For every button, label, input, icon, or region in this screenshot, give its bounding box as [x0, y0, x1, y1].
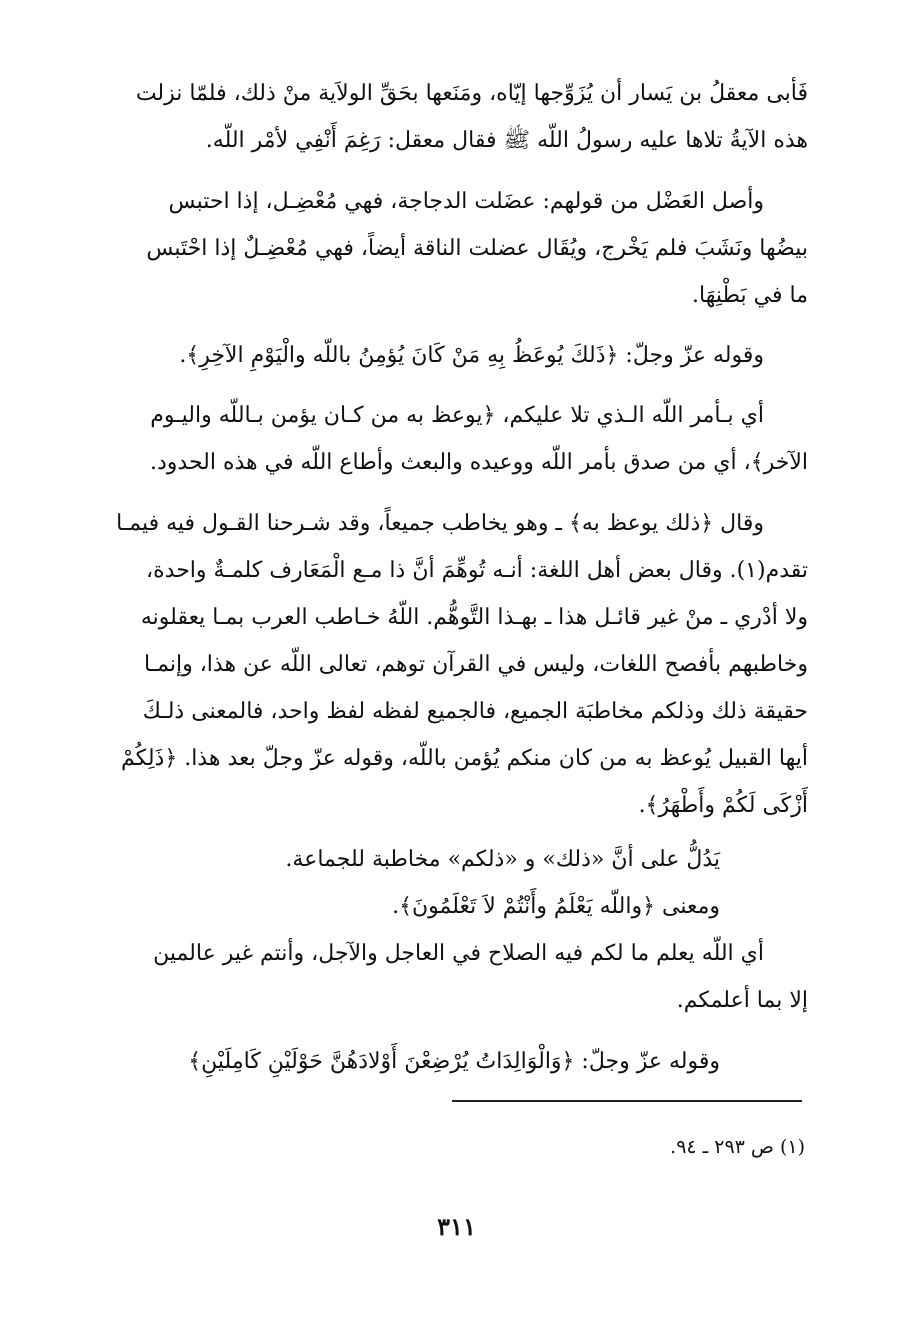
page-number: ٣١١	[437, 1212, 476, 1241]
text-line: وخاطبهم بأفصح اللغات، وليس في القرآن توهم، تعالى اللّه عن هذا، وإنمـا	[143, 652, 808, 677]
text-line: حقيقة ذلك وذلكم مخاطبَة الجميع، فالجميع لفظه لفظ واحد، فالمعنى ذلـكَ	[142, 699, 808, 724]
paragraph-1	[108, 70, 808, 164]
footnote-separator	[452, 1100, 802, 1102]
text-line: هذه الآيةُ تلاها عليه رسولُ اللّه ﷺ فقال معقل: رَغِمَ أَنْفِي لأمْر اللّه.	[205, 128, 808, 153]
text-line: وقوله عزّ وجلّ: ﴿وَالْوَالِدَاتُ يُرْضِعْنَ أَوْلادَهُنَّ حَوْلَيْنِ كَامِلَيْنِ﴾	[188, 1049, 720, 1074]
paragraph-4	[108, 392, 808, 486]
text-line: فَأبى معقلُ بن يَسار أن يُزَوِّجها إيّاه، ومَنَعها بحَقِّ الولاَية منْ ذلك، فلمّا نزلت	[135, 81, 808, 106]
text-line: يَدُلُّ على أنَّ «ذلك» و «ذلكم» مخاطبة للجماعة.	[285, 847, 720, 872]
paragraph-7	[108, 930, 808, 1024]
paragraph-8	[108, 1038, 808, 1085]
text-line: أَزْكَى لَكُمْ وأَطْهَرُ﴾.	[638, 793, 808, 818]
text-line: تقدم(١). وقال بعض أهل اللغة: أنـه تُوهِّمَ أنَّ ذا مـع الْمَعَارف كلمـةٌ واحدة،	[146, 558, 808, 583]
text-line: وقوله عزّ وجلّ: ﴿ذَلكَ يُوعَظُ بِهِ مَنْ كَانَ يُؤمِنُ باللّه والْيَوْمِ الآخِرِ﴾.	[179, 343, 764, 368]
text-line: أي بـأمر اللّه الـذي تلا عليكم، ﴿يوعظ به من كـان يؤمن بـاللّه واليـوم	[150, 403, 764, 428]
text-line: ما في بَطْنِهَا.	[692, 283, 808, 308]
footnote: (١) ص ٢٩٣ ـ ٩٤.	[670, 1136, 805, 1158]
text-line: أيها القبيل يُوعظ به من كان منكم يُؤمن باللّه، وقوله عزّ وجلّ بعد هذا. ﴿ذَلِكُمْ	[121, 746, 808, 771]
text-line: ومعنى ﴿واللّه يَعْلَمُ وأَنْتُمْ لاَ تَعْلَمُونَ﴾.	[392, 894, 720, 919]
paragraph-6	[108, 836, 808, 930]
paragraph-2	[108, 178, 808, 319]
paragraph-5	[108, 500, 808, 829]
text-line: أي اللّه يعلم ما لكم فيه الصلاح في العاجل والآجل، وأنتم غير عالمين	[153, 941, 764, 966]
text-line: وأصل العَضْل من قولهم: عضَلت الدجاجة، فهي مُعْضِـل، إذا احتبس	[168, 189, 764, 214]
text-line: وقال ﴿ذلك يوعظ به﴾ ـ وهو يخاطب جميعاً، وقد شـرحنا القـول فيه فيمـا	[116, 511, 764, 536]
paragraph-3	[108, 332, 808, 379]
text-line: إلا بما أعلمكم.	[676, 988, 808, 1013]
text-line: الآخر﴾، أي من صدق بأمر اللّه ووعيده والبعث وأطاع اللّه في هذه الحدود.	[150, 450, 808, 475]
text-line: ولا أدْري ـ منْ غير قائـل هذا ـ بهـذا التَّوهُّم. اللّهُ خـاطب العرب بمـا يعقلونه	[140, 605, 808, 630]
text-line: بيضُها ونَشَبَ فلم يَخْرج، ويُقَال عضلت الناقة أيضاً، فهي مُعْضِـلٌ إذا احْتَبس	[146, 236, 808, 261]
